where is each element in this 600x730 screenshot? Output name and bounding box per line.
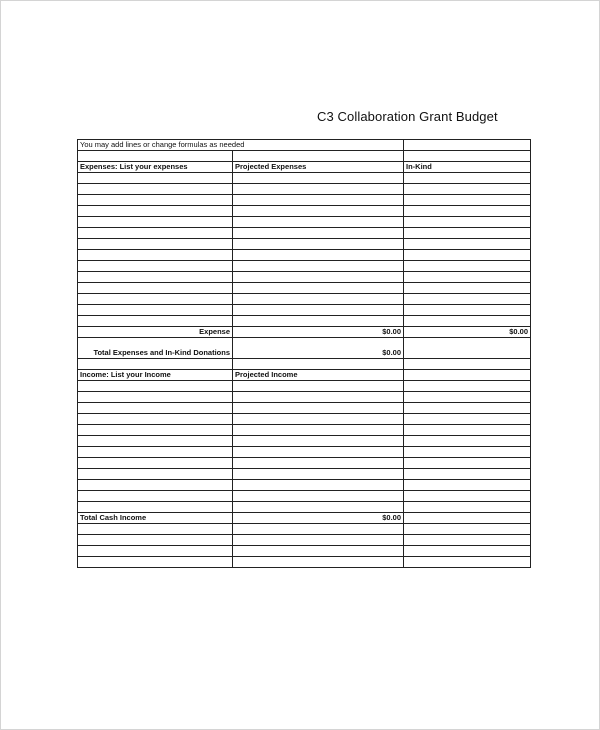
- table-cell: [233, 414, 404, 425]
- table-cell: [404, 338, 531, 359]
- table-cell: [78, 557, 233, 568]
- budget-table: [77, 139, 531, 568]
- spacer-row: [78, 359, 531, 370]
- table-cell: [404, 513, 531, 524]
- income-entry-row: [78, 458, 531, 469]
- expense-entry-row: [78, 228, 531, 239]
- table-cell: [404, 294, 531, 305]
- table-cell: [233, 491, 404, 502]
- table-cell: [404, 469, 531, 480]
- table-cell: [78, 250, 233, 261]
- total-income-row: [78, 513, 531, 524]
- table-cell: [233, 469, 404, 480]
- expense-entry-row: [78, 261, 531, 272]
- table-cell: [404, 283, 531, 294]
- table-cell: [78, 425, 233, 436]
- projected-income-header: Projected Income: [233, 370, 404, 381]
- table-cell: [78, 436, 233, 447]
- empty-cell: [404, 140, 531, 151]
- trailing-blank-row: [78, 546, 531, 557]
- expenses-header-label: Expenses: List your expenses: [78, 162, 233, 173]
- income-header-row: [78, 370, 531, 381]
- table-cell: [78, 414, 233, 425]
- table-cell: [404, 370, 531, 381]
- trailing-blank-row: [78, 557, 531, 568]
- table-cell: [404, 305, 531, 316]
- income-entry-row: [78, 502, 531, 513]
- table-cell: [233, 458, 404, 469]
- expense-entry-row: [78, 206, 531, 217]
- table-cell: [78, 403, 233, 414]
- table-cell: [404, 425, 531, 436]
- table-cell: [233, 535, 404, 546]
- income-entry-row: [78, 425, 531, 436]
- table-cell: [78, 239, 233, 250]
- table-cell: [78, 381, 233, 392]
- table-cell: [404, 491, 531, 502]
- table-cell: [78, 480, 233, 491]
- table-cell: [233, 294, 404, 305]
- expense-entry-row: [78, 272, 531, 283]
- table-cell: [233, 392, 404, 403]
- expense-projected-total: $0.00: [233, 327, 404, 338]
- table-cell: [78, 458, 233, 469]
- table-cell: [78, 173, 233, 184]
- in-kind-header: In-Kind: [404, 162, 531, 173]
- table-cell: [233, 546, 404, 557]
- table-cell: [404, 436, 531, 447]
- note-cell: You may add lines or change formulas as needed: [78, 140, 404, 151]
- table-cell: [78, 228, 233, 239]
- table-cell: [404, 535, 531, 546]
- table-cell: [233, 195, 404, 206]
- table-cell: [233, 381, 404, 392]
- expenses-header-row: [78, 162, 531, 173]
- table-cell: [233, 184, 404, 195]
- table-cell: [233, 261, 404, 272]
- table-cell: [78, 283, 233, 294]
- total-income-label: Total Cash Income: [78, 513, 233, 524]
- expense-summary-row: [78, 327, 531, 338]
- table-cell: [233, 447, 404, 458]
- table-cell: [78, 316, 233, 327]
- expense-entry-row: [78, 195, 531, 206]
- expense-entry-row: [78, 294, 531, 305]
- table-cell: [233, 316, 404, 327]
- table-cell: [78, 447, 233, 458]
- table-cell: [78, 272, 233, 283]
- table-cell: [233, 206, 404, 217]
- income-entry-row: [78, 436, 531, 447]
- table-cell: [404, 447, 531, 458]
- table-cell: [404, 228, 531, 239]
- table-cell: [404, 557, 531, 568]
- expense-label: Expense: [78, 327, 233, 338]
- income-entry-row: [78, 491, 531, 502]
- table-cell: [233, 228, 404, 239]
- table-cell: [404, 524, 531, 535]
- income-entry-row: [78, 447, 531, 458]
- table-cell: [404, 458, 531, 469]
- table-cell: [233, 283, 404, 294]
- table-cell: [233, 403, 404, 414]
- table-cell: [404, 502, 531, 513]
- table-cell: [78, 184, 233, 195]
- table-cell: [404, 184, 531, 195]
- table-cell: [233, 305, 404, 316]
- table-cell: [404, 272, 531, 283]
- income-header-label: Income: List your Income: [78, 370, 233, 381]
- table-cell: [78, 392, 233, 403]
- table-cell: [404, 480, 531, 491]
- table-cell: [404, 195, 531, 206]
- table-cell: [78, 294, 233, 305]
- projected-expenses-header: Projected Expenses: [233, 162, 404, 173]
- table-cell: [78, 217, 233, 228]
- expense-entry-row: [78, 184, 531, 195]
- table-cell: [78, 206, 233, 217]
- table-cell: [78, 502, 233, 513]
- table-cell: [233, 502, 404, 513]
- table-cell: [78, 195, 233, 206]
- income-entry-row: [78, 469, 531, 480]
- table-cell: [233, 557, 404, 568]
- table-cell: [78, 359, 233, 370]
- table-cell: [404, 392, 531, 403]
- table-cell: [233, 359, 404, 370]
- table-cell: [233, 173, 404, 184]
- expense-entry-row: [78, 305, 531, 316]
- table-cell: [78, 535, 233, 546]
- expense-entry-row: [78, 239, 531, 250]
- table-cell: [78, 305, 233, 316]
- document-title: C3 Collaboration Grant Budget: [317, 109, 498, 124]
- table-cell: [404, 217, 531, 228]
- expense-entry-row: [78, 217, 531, 228]
- table-cell: [233, 239, 404, 250]
- table-cell: [233, 425, 404, 436]
- table-cell: [404, 359, 531, 370]
- total-expenses-label: Total Expenses and In-Kind Donations: [78, 338, 233, 359]
- table-cell: [233, 250, 404, 261]
- table-cell: [78, 261, 233, 272]
- table-cell: [233, 272, 404, 283]
- expense-entry-row: [78, 250, 531, 261]
- table-cell: [404, 250, 531, 261]
- income-entry-row: [78, 414, 531, 425]
- table-cell: [78, 546, 233, 557]
- table-cell: [233, 436, 404, 447]
- table-cell: [404, 403, 531, 414]
- table-cell: [404, 239, 531, 250]
- total-expenses-value: $0.00: [233, 338, 404, 359]
- table-cell: [404, 173, 531, 184]
- table-cell: [404, 546, 531, 557]
- trailing-blank-row: [78, 535, 531, 546]
- expense-entry-row: [78, 173, 531, 184]
- income-entry-row: [78, 392, 531, 403]
- income-entry-row: [78, 381, 531, 392]
- total-income-value: $0.00: [233, 513, 404, 524]
- income-entry-row: [78, 403, 531, 414]
- table-cell: [404, 381, 531, 392]
- table-cell: [233, 217, 404, 228]
- table-cell: [404, 316, 531, 327]
- expense-entry-row: [78, 283, 531, 294]
- table-cell: [78, 524, 233, 535]
- table-cell: [78, 469, 233, 480]
- total-expenses-row: [78, 338, 531, 359]
- expense-inkind-total: $0.00: [404, 327, 531, 338]
- note-row: [78, 140, 531, 151]
- table-cell: [404, 206, 531, 217]
- table-cell: [404, 414, 531, 425]
- table-cell: [233, 524, 404, 535]
- trailing-blank-row: [78, 524, 531, 535]
- table-cell: [404, 261, 531, 272]
- income-entry-row: [78, 480, 531, 491]
- expense-entry-row: [78, 316, 531, 327]
- table-cell: [233, 480, 404, 491]
- spacer-row: [78, 151, 531, 162]
- table-cell: [78, 491, 233, 502]
